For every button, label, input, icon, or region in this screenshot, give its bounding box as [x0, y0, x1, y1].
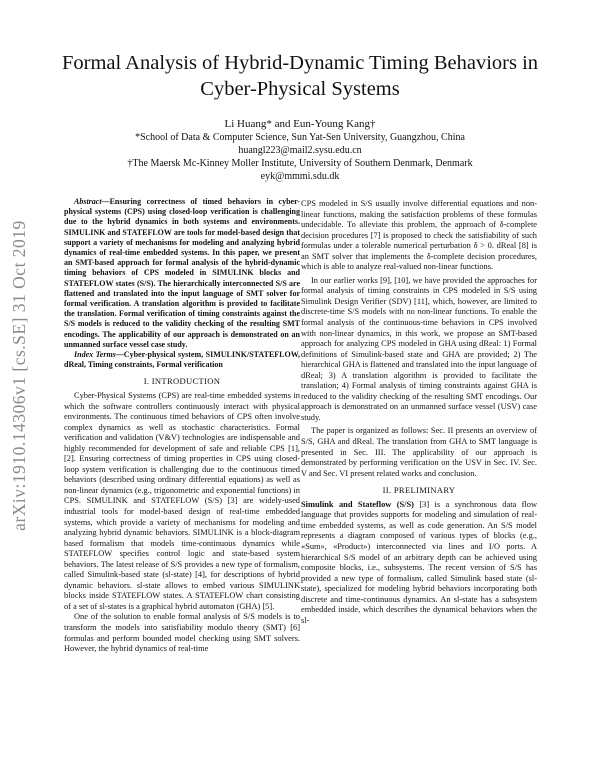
index-terms-text: —Cyber-physical system, SIMULINK/STATEFLOW, dReal, Timing constraints, Formal verification — [64, 350, 300, 370]
intro-paragraph-3: CPS modeled in S/S usually involve differential equations and non-linear functions, making the satisfaction problems of these formulas undecidable. To alleviate this problem, the approach of δ-complete decision procedures [7] is proposed to check the satisfiability of such formulas under a tolerable numerical perturbation δ > 0. dReal [8] is an SMT solver that implements the δ-complete decision procedures, which is able to analyze real-valued non-linear functions. — [301, 199, 537, 272]
left-column — [64, 197, 300, 655]
affiliation-1: *School of Data & Computer Science, Sun Yat-Sen University, Guangzhou, China — [135, 132, 465, 143]
section-heading-introduction: I. INTRODUCTION — [143, 376, 221, 387]
preliminary-lead: Simulink and Stateflow (S/S) — [301, 499, 414, 509]
abstract — [64, 197, 300, 350]
section-heading-preliminary: II. PRELIMINARY — [382, 485, 456, 496]
intro-paragraph-5: The paper is organized as follows: Sec. II presents an overview of S/S, GHA and dReal. The translation from GHA to SMT language is presented in Sec. III. The applicability of our approach is demonstrated by performing verification on the USV in Sec. IV. Sec. V and Sec. VI present related works and conclusion. — [301, 426, 537, 478]
index-terms-label: Index Terms — [74, 350, 116, 360]
intro-paragraph-1: Cyber-Physical Systems (CPS) are real-time embedded systems in which the software controllers continuously interact with physical environments. The continuous timed behaviors of CPS often involve complex dynamics as well as stochastic characteristics. Formal verification and validation (V&V) technologies are indispensable and highly recommended for development of safe and reliable CPS [1], [2]. Ensuring correctness of timing properties in CPS using closed-loop system verification is challenging due to the continuous timed behaviors (described using ordinary differential equations) as well as non-linear dynamics (e.g., trigonometric and exponential functions) in CPS. SIMULINK and STATEFLOW (S/S) [3] are widely-used industrial tools for model-based design of real-time embedded systems, which provide a variety of mechanisms for modeling and analyzing hybrid dynamic behaviors. SIMULINK is a block-diagram based formalism that models time-continuous dynamics while STATEFLOW specifies control logic and state-based system behaviors. The latest release of S/S provides a new type of formalism, called Simulink-based state (sl-state) [4], for descriptions of hybrid dynamic behaviors. sl-state allows to embed various SIMULINK blocks inside STATEFLOW states. A STATEFLOW chart consisting of a set of sl-states is a graphical hybrid automaton (GHA) [5]. — [64, 391, 300, 611]
abstract-text: —Ensuring correctness of timed behaviors in cyber-physical systems (CPS) using closed-loop verification is challenging due to the hybrid dynamics in both systems and environments. SIMULINK and STATEFLOW are tools for model-based design that support a variety of mechanisms for modeling and analyzing hybrid dynamics of real-time embedded systems. In this paper, we present an SMT-based approach for formal analysis of the hybrid-dynamic timing behaviors of CPS modeled in SIMULINK blocks and STATEFLOW states (S/S). The hierarchically interconnected S/S are flattened and translated into the input language of SMT solver for formal verification. A translation algorithm is provided to facilitate the translation. Formal verification of timing constraints against the S/S models is reduced to the validity checking of the resulting SMT encodings. The applicability of our approach is demonstrated on an unmanned surface vessel case study. — [64, 197, 300, 349]
arxiv-identifier[interactable]: arXiv:1910.14306v1 [cs.SE] 31 Oct 2019 — [8, 219, 29, 531]
affiliation-2: †The Maersk Mc-Kinney Moller Institute, University of Southern Denmark, Denmark — [127, 158, 473, 169]
preliminary-paragraph-1 — [301, 500, 537, 627]
arxiv-stamp — [4, 175, 34, 575]
paper-title: Formal Analysis of Hybrid-Dynamic Timing Behaviors in Cyber-Physical Systems — [61, 52, 539, 100]
right-column — [301, 199, 537, 626]
author-names: Li Huang* and Eun-Young Kang† — [224, 118, 376, 130]
intro-paragraph-4: In our earlier works [9], [10], we have provided the approaches for formal analysis of timing constraints in CPS modeled in S/S using Simulink Design Verifier (SDV) [11], which, however, are limited to discrete-time S/S models with no non-linear functions. To enable the formal analysis of the continuous-time behaviors in CPS involved with non-linear dynamics, in this work, we propose an SMT-based approach for analyzing CPS modeled in GHA using dReal: 1) Formal definitions of Simulink-based state and GHA are provided; 2) The hierarchical GHA is flattened and translated into the input language of dReal; 3) A translation algorithm is provided to facilitate the translation; 4) Formal analysis of timing constraints against GHA is reduced to the validity checking of the resulting SMT encodings. Our approach is demonstrated on an unmanned surface vessel (USV) case study. — [301, 275, 537, 422]
author-block — [60, 117, 540, 183]
email-1[interactable]: huangl223@mail2.sysu.edu.cn — [238, 145, 362, 156]
preliminary-text: [3] is a synchronous data flow language that provides supports for modeling and simulation of real-time embedded systems, as well as code generation. An S/S model represents a diagram composed of various types of blocks (e.g., «Sum», «Product») interconnected via lines and I/O ports. A hierarchical S/S model of an arbitrary depth can be achieved using composite blocks, i.e., subsystems. The recent version of S/S has provided a new type of formalism, called Simulink based state (sl-state), specialized for modeling hybrid behaviors incorporating both discrete and time-continuous dynamics. An sl-state has a subsystem embedded inside, which describes the dynamical behaviors when the sl- — [301, 499, 537, 625]
index-terms — [64, 350, 300, 370]
email-2[interactable]: eyk@mmmi.sdu.dk — [260, 171, 340, 182]
intro-paragraph-2: One of the solution to enable formal analysis of S/S models is to transform the models into satisfiability modulo theory (SMT) [6] formulas and perform bounded model checking using SMT solvers. However, the hybrid dynamics of real-time — [64, 612, 300, 654]
abstract-label: Abstract — [74, 197, 102, 206]
